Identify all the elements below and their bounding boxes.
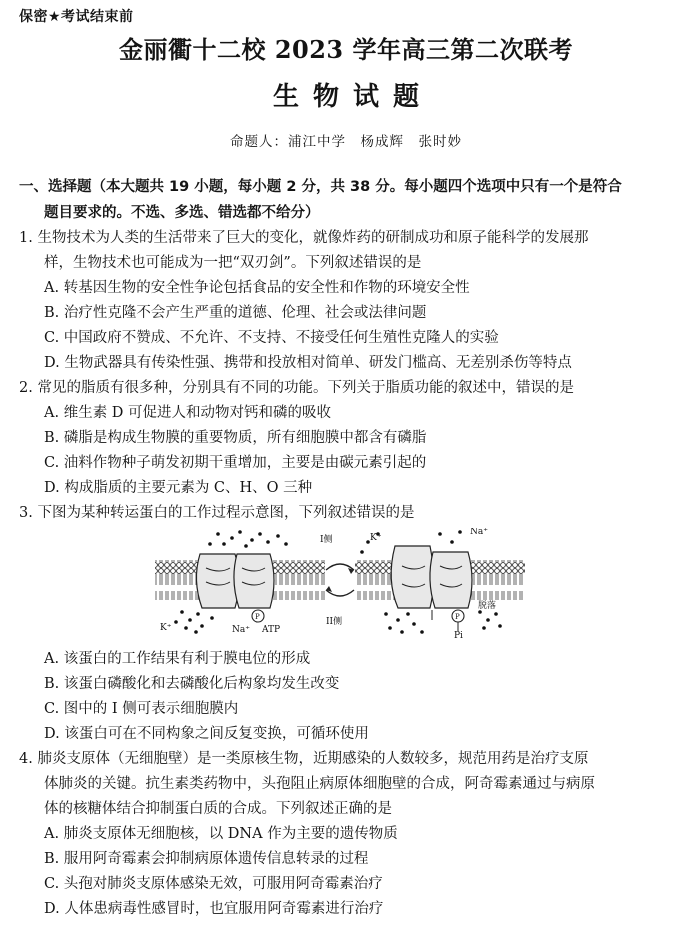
question-1-option-b: B. 治疗性克隆不会产生严重的道德、伦理、社会或法律问题 bbox=[44, 305, 427, 321]
k-ion-left-label: K⁺ bbox=[160, 623, 172, 633]
question-2-stem: 2. 常见的脂质有很多种，分别具有不同的功能。下列关于脂质功能的叙述中，错误的是 bbox=[19, 380, 574, 396]
question-1-option-d: D. 生物武器具有传染性强、携带和投放相对简单、研发门槛高、无差别杀伤等特点 bbox=[44, 355, 572, 371]
exam-authors: 命题人：浦江中学 杨成辉 张时妙 bbox=[230, 134, 462, 150]
section-heading-line2: 题目要求的。不选、多选、错选都不给分） bbox=[44, 205, 320, 221]
question-3-stem: 3. 下图为某种转运蛋白的工作过程示意图，下列叙述错误的是 bbox=[19, 505, 415, 521]
side-2-label: II侧 bbox=[326, 617, 343, 627]
question-3-option-c: C. 图中的 I 侧可表示细胞膜内 bbox=[44, 701, 239, 717]
question-1-stem-line1: 1. 生物技术为人类的生活带来了巨大的变化，就像炸药的研制成功和原子能科学的发展那 bbox=[19, 230, 589, 246]
question-4-option-c: C. 头孢对肺炎支原体感染无效，可服用阿奇霉素治疗 bbox=[44, 876, 383, 892]
phosphate-left-label: P bbox=[255, 613, 260, 621]
atp-label: ATP bbox=[262, 625, 281, 635]
na-ion-left-label: Na⁺ bbox=[232, 625, 250, 635]
question-4-stem-line2: 体肺炎的关键。抗生素类药物中，头孢阻止病原体细胞壁的合成，阿奇霉素通过与病原 bbox=[44, 776, 595, 792]
question-4-option-a: A. 肺炎支原体无细胞核，以 DNA 作为主要的遗传物质 bbox=[44, 826, 398, 842]
question-3-option-d: D. 该蛋白可在不同构象之间反复变换，可循环使用 bbox=[44, 726, 369, 742]
question-4-option-b: B. 服用阿奇霉素会抑制病原体遗传信息转录的过程 bbox=[44, 851, 369, 867]
detach-label: 脱落 bbox=[478, 601, 497, 611]
transport-protein-figure bbox=[140, 528, 540, 638]
question-3-option-a: A. 该蛋白的工作结果有利于膜电位的形成 bbox=[44, 651, 311, 667]
pi-label: Pi bbox=[454, 631, 463, 638]
question-2-option-c: C. 油料作物种子萌发初期干重增加，主要是由碳元素引起的 bbox=[44, 455, 427, 471]
question-2-option-d: D. 构成脂质的主要元素为 C、H、O 三种 bbox=[44, 480, 313, 496]
phosphate-right-label: P bbox=[455, 613, 460, 621]
confidential-label: 保密★考试结束前 bbox=[19, 9, 134, 25]
question-4-option-d: D. 人体患病毒性感冒时，也宜服用阿奇霉素进行治疗 bbox=[44, 901, 384, 917]
question-1-option-a: A. 转基因生物的安全性争论包括食品的安全性和作物的环境安全性 bbox=[44, 280, 470, 296]
section-heading-line1: 一、选择题（本大题共 19 小题，每小题 2 分，共 38 分。每小题四个选项中只有一个是符合 bbox=[19, 179, 622, 195]
question-1-stem-line2: 样，生物技术也可能成为一把“双刃剑”。下列叙述错误的是 bbox=[44, 255, 422, 271]
question-3-option-b: B. 该蛋白磷酸化和去磷酸化后构象均发生改变 bbox=[44, 676, 340, 692]
transport-protein-left bbox=[196, 554, 274, 622]
question-2-option-b: B. 磷脂是构成生物膜的重要物质，所有细胞膜中都含有磷脂 bbox=[44, 430, 427, 446]
question-4-stem-line3: 体的核糖体结合抑制蛋白质的合成。下列叙述正确的是 bbox=[44, 801, 392, 817]
question-1-option-c: C. 中国政府不赞成、不允许、不支持、不接受任何生殖性克隆人的实验 bbox=[44, 330, 499, 346]
question-2-option-a: A. 维生素 D 可促进人和动物对钙和磷的吸收 bbox=[44, 405, 332, 421]
exam-title: 金丽衢十二校 2023 学年高三第二次联考 bbox=[118, 35, 573, 64]
exam-subject: 生物试题 bbox=[272, 82, 433, 112]
question-4-stem-line1: 4. 肺炎支原体（无细胞壁）是一类原核生物，近期感染的人数较多，规范用药是治疗支原 bbox=[19, 751, 589, 767]
na-ion-right-label: Na⁺ bbox=[470, 528, 488, 537]
transport-protein-right bbox=[391, 546, 472, 631]
k-ion-right-label: K⁺ bbox=[370, 533, 382, 543]
side-1-label: I侧 bbox=[320, 535, 333, 545]
